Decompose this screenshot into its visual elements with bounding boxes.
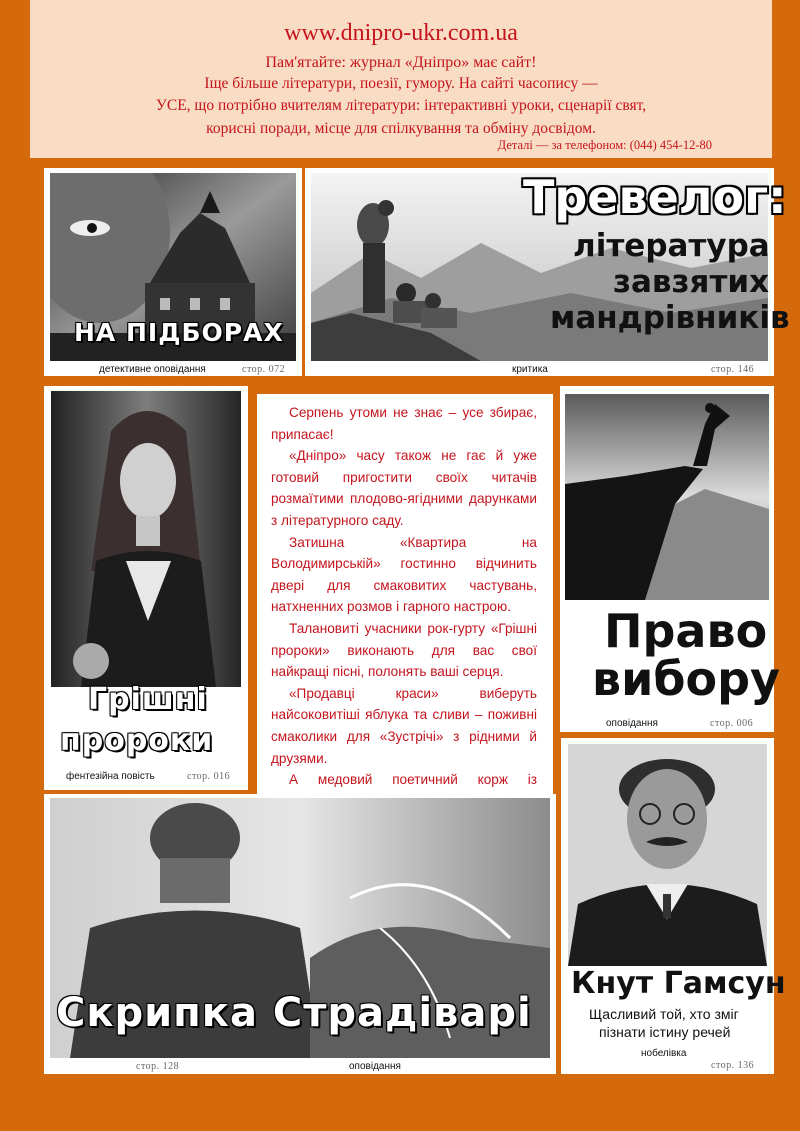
article-paragraph: «Дніпро» часу також не гає й уже готовий пригостити своїх читачів розмаїтими плодово-ягідними дарунками з літературного саду. [271,448,537,528]
article-paragraph: А медовий поетичний корж із [289,772,537,788]
card-na-pidborakh[interactable] [44,168,302,376]
card-knut-hamsun[interactable] [561,738,786,1074]
card-skrypka-stradivari[interactable] [44,794,556,1074]
card-caption: оповідання [606,718,658,729]
card-page: стор. 016 [187,771,231,782]
card-subtitle-2: пізнати істину речей [599,1024,731,1040]
card-title-line-1: Право [604,604,768,658]
card-page: стор. 128 [136,1061,180,1072]
card-title-line-4: мандрівників [550,300,790,336]
article-paragraph: «Продавці краси» виберуть найсоковитіші яблука та сливи – поживні смаколики для «Зустрічі» з рідними й друзями. [271,685,537,766]
card-title: НА ПІДБОРАХ [74,318,284,347]
site-url[interactable]: www.dnipro-ukr.com.ua [284,20,518,46]
banner-line-3: УСЕ, що потрібно вчителям літератури: інтерактивні уроки, сценарії свят, [155,97,647,114]
hamsun-portrait [568,744,767,966]
card-title: Кнут Гамсун [571,966,786,1001]
banner-line-4: корисні поради, місце для спілкування та обміну досвідом. [206,120,596,137]
article-paragraph: Затишна «Квартира на Володимирській» гостинно відчинить двері для смаковитих частувань, натхненних розмов і гарного настрою. [271,534,537,615]
card-title-line-2: вибору [592,652,780,706]
card-caption: нобелівка [641,1048,687,1059]
cliff-photo [565,394,769,600]
card-title-line-2: література [573,228,770,264]
card-title: Скрипка Страдіварі [56,990,532,1036]
card-page: стор. 072 [242,364,286,375]
card-hrishni-proroky[interactable] [44,386,248,790]
card-subtitle-1: Щасливий той, хто зміг [589,1006,739,1022]
card-travelog[interactable] [305,168,790,376]
card-title-line-1: Грішні [88,682,208,717]
girl-photo [51,391,241,687]
card-title-line-2: пророки [60,723,214,758]
card-caption: оповідання [349,1061,401,1072]
card-title-line-3: завзятих [613,264,770,300]
article-paragraph: Серпень утоми не знає – усе збирає, припасає! [271,405,537,442]
card-page: стор. 136 [711,1060,755,1071]
card-caption: детективне оповідання [99,364,206,375]
card-page: стор. 146 [711,364,755,375]
banner-contacts: Деталі — за телефоном: (044) 454-12-80 [497,138,712,152]
card-caption: фентезійна повість [66,771,155,782]
site-banner [30,0,772,158]
article-paragraph: Талановиті учасники рок-гурту «Грішні пророки» виконають для вас свої найкращі пісні, полонять ваші серця. [271,620,537,680]
card-title-line-1: Тревелог: [523,170,787,224]
card-pravo-vyboru[interactable] [560,386,780,732]
banner-line-1: Пам'ятайте: журнал «Дніпро» має сайт! [265,54,537,71]
card-page: стор. 006 [710,718,754,729]
banner-line-2: Іще більше літератури, поезії, гумору. На сайті часопису — [204,75,598,92]
card-caption: критика [512,364,548,375]
